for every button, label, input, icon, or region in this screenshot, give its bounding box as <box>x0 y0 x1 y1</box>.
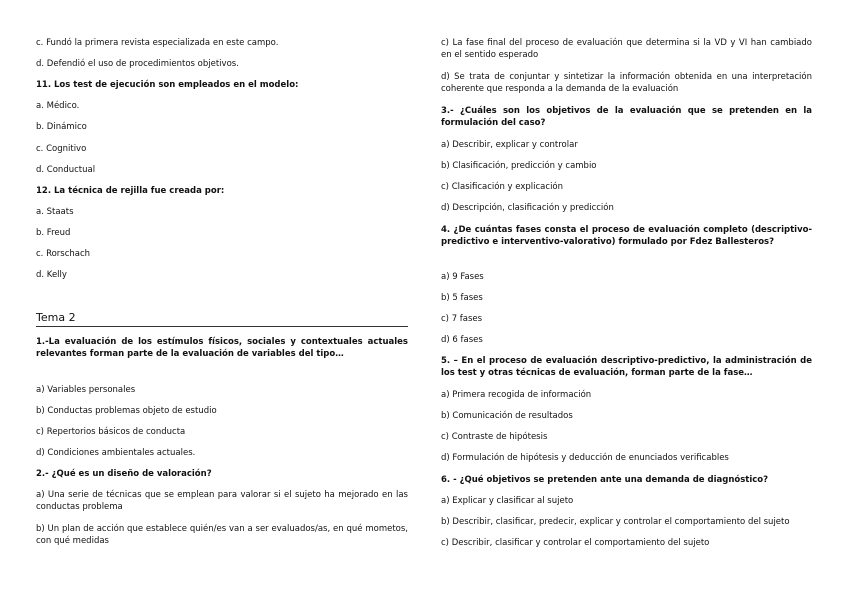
t2q2-option-b: b) Un plan de acción que establece quién/es van a ser evaluados/as, en qué mometos, con qué medidas <box>36 524 408 546</box>
q4-option-b: b) 5 fases <box>441 293 483 303</box>
q12-option-a: a. Staats <box>36 207 74 217</box>
q5-option-c: c) Contraste de hipótesis <box>441 432 548 442</box>
prev-option-d: d. Defendió el uso de procedimientos objetivos. <box>36 59 239 69</box>
prev-option-c-right: c) La fase final del proceso de evaluación que determina si la VD y VI han cambiado en el sentido esperado <box>441 38 812 60</box>
question-6-title: 6. - ¿Qué objetivos se pretenden ante una demanda de diagnóstico? <box>441 475 769 485</box>
t2q2-option-a: a) Una serie de técnicas que se emplean para valorar si el sujeto ha mejorado en las conductas problema <box>36 490 408 512</box>
q6-option-a: a) Explicar y clasificar al sujeto <box>441 496 574 506</box>
q5-option-d: d) Formulación de hipótesis y deducción de enunciados verificables <box>441 453 729 463</box>
t2-question-2-title: 2.- ¿Qué es un diseño de valoración? <box>36 469 212 479</box>
question-3-title: 3.- ¿Cuáles son los objetivos de la evaluación que se pretenden en la formulación del caso? <box>441 106 812 128</box>
question-12-title: 12. La técnica de rejilla fue creada por: <box>36 186 225 196</box>
q3-option-b: b) Clasificación, predicción y cambio <box>441 161 597 171</box>
q4-option-d: d) 6 fases <box>441 335 483 345</box>
q12-option-d: d. Kelly <box>36 270 67 280</box>
q11-option-c: c. Cognitivo <box>36 144 87 154</box>
t2q1-option-b: b) Conductas problemas objeto de estudio <box>36 406 217 416</box>
q11-option-b: b. Dinámico <box>36 122 87 132</box>
q3-option-a: a) Describir, explicar y controlar <box>441 140 578 150</box>
q4-option-a: a) 9 Fases <box>441 272 484 282</box>
prev-option-d-right: d) Se trata de conjuntar y sintetizar la información obtenida en una interpretación coherente que responda a la demanda de la evaluación <box>441 72 812 94</box>
question-5-title: 5. – En el proceso de evaluación descriptivo-predictivo, la administración de los test y otras técnicas de evaluación, forman parte de la fase… <box>441 356 812 378</box>
t2-question-1-title: 1.-La evaluación de los estímulos físicos, sociales y contextuales actuales relevantes forman parte de la evaluación de variables del tipo… <box>36 337 408 359</box>
question-11-title: 11. Los test de ejecución son empleados en el modelo: <box>36 80 299 90</box>
t2q1-option-c: c) Repertorios básicos de conducta <box>36 427 186 437</box>
section-divider <box>36 326 408 327</box>
q11-option-a: a. Médico. <box>36 101 80 111</box>
question-4-title: 4. ¿De cuántas fases consta el proceso de evaluación completo (descriptivo-predictivo e interventivo-valorativo) formulado por Fdez Ballesteros? <box>441 225 812 247</box>
prev-option-c: c. Fundó la primera revista especializada en este campo. <box>36 38 279 48</box>
t2q1-option-a: a) Variables personales <box>36 385 136 395</box>
q3-option-c: c) Clasificación y explicación <box>441 182 564 192</box>
q6-option-b: b) Describir, clasificar, predecir, explicar y controlar el comportamiento del sujeto <box>441 517 790 527</box>
q4-option-c: c) 7 fases <box>441 314 483 324</box>
q5-option-b: b) Comunicación de resultados <box>441 411 573 421</box>
q3-option-d: d) Descripción, clasificación y predicción <box>441 203 614 213</box>
q12-option-c: c. Rorschach <box>36 249 91 259</box>
q11-option-d: d. Conductual <box>36 165 96 175</box>
q12-option-b: b. Freud <box>36 228 71 238</box>
q5-option-a: a) Primera recogida de información <box>441 390 592 400</box>
section-heading: Tema 2 <box>36 311 76 324</box>
t2q1-option-d: d) Condiciones ambientales actuales. <box>36 448 196 458</box>
q6-option-c: c) Describir, clasificar y controlar el comportamiento del sujeto <box>441 538 710 548</box>
